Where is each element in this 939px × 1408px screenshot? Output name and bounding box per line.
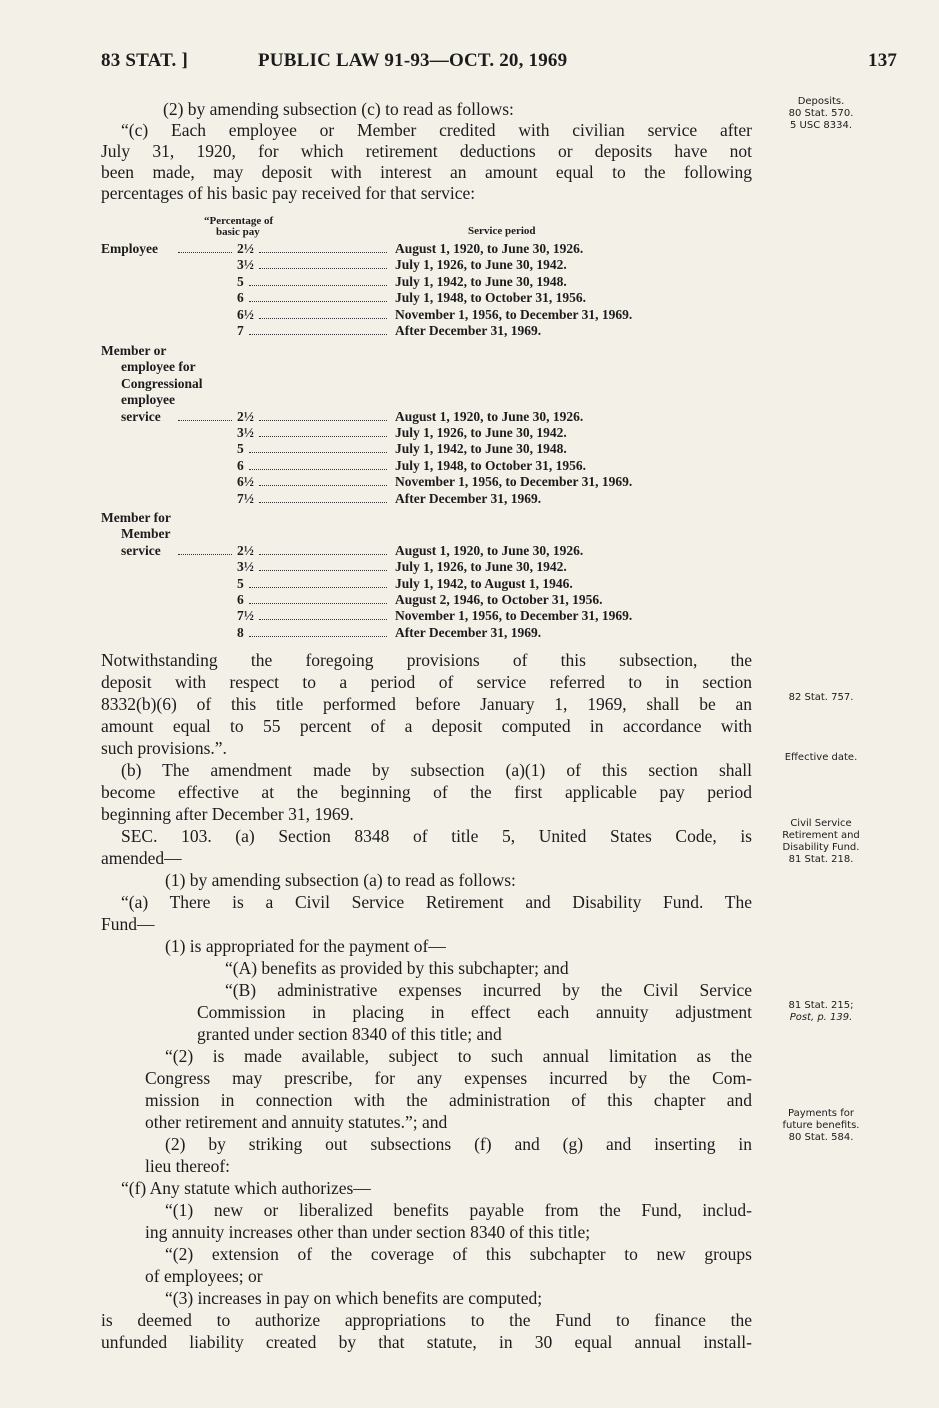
- table-category-label: service: [121, 542, 161, 558]
- margin-note-line: 5 USC 8334.: [790, 120, 852, 131]
- table-row: [101, 274, 752, 290]
- service-period-cell: After December 31, 1969.: [395, 624, 542, 640]
- margin-note-line: Disability Fund.: [782, 842, 860, 853]
- text-line: deposit with respect to a period of service referred to in section: [101, 672, 752, 692]
- text-line: beginning after December 31, 1969.: [101, 804, 354, 824]
- service-period-cell: July 1, 1942, to August 1, 1946.: [395, 575, 573, 591]
- text-line: SEC. 103. (a) Section 8348 of title 5, United States Code, is: [121, 826, 752, 846]
- leader-dots: [178, 420, 232, 421]
- leader-dots: [249, 469, 387, 470]
- table-row: [101, 257, 752, 273]
- margin-note-line: 81 Stat. 215;: [788, 1000, 854, 1011]
- text-line: lieu thereof:: [145, 1156, 231, 1176]
- percentage-cell: 6: [237, 457, 244, 473]
- percentage-cell: 3½: [237, 559, 254, 575]
- leader-dots: [259, 485, 387, 486]
- body-text: [101, 649, 752, 1353]
- service-period-cell: November 1, 1956, to December 31, 1969.: [395, 306, 633, 322]
- text-line: mission in connection with the administration of this chapter and: [145, 1090, 752, 1110]
- table-row: [101, 409, 752, 425]
- percentage-cell: 2½: [237, 542, 254, 558]
- margin-note-effective-date: [762, 752, 880, 764]
- percentage-cell: 6½: [237, 474, 254, 490]
- percentage-cell: 7: [237, 323, 244, 338]
- percentage-cell: 5: [237, 273, 244, 289]
- text-line: “(2) extension of the coverage of this subchapter to new groups: [165, 1244, 752, 1264]
- percentage-cell: 5: [237, 575, 244, 591]
- leader-dots: [249, 603, 387, 604]
- text-line: of employees; or: [145, 1266, 263, 1286]
- leader-dots: [259, 252, 387, 253]
- percentage-cell: 7½: [237, 490, 254, 506]
- column-header-line: “Percentage of: [204, 215, 274, 227]
- table-row: [101, 608, 752, 624]
- margin-note-line: Payments for: [788, 1108, 854, 1119]
- text-line: Commission in placing in effect each annuity adjustment: [197, 1002, 752, 1022]
- leader-dots: [178, 252, 232, 253]
- table-category-label: employee: [121, 392, 175, 408]
- service-period-cell: July 1, 1926, to June 30, 1942.: [395, 257, 567, 273]
- text-line: “(3) increases in pay on which benefits are computed;: [165, 1288, 543, 1308]
- leader-dots: [259, 420, 387, 421]
- statute-volume-header: 83 STAT. ]: [101, 50, 188, 71]
- margin-note-future-benefits: [762, 1108, 880, 1144]
- text-line: 8332(b)(6) of this title performed before January 1, 1969, shall be an: [101, 694, 752, 714]
- service-period-cell: August 1, 1920, to June 30, 1926.: [395, 542, 584, 558]
- page-number: 137: [868, 50, 898, 71]
- leader-dots: [259, 570, 387, 571]
- text-line: “(A) benefits as provided by this subchapter; and: [225, 958, 569, 978]
- text-line: amount equal to 55 percent of a deposit computed in accordance with: [101, 716, 752, 736]
- service-period-cell: After December 31, 1969.: [395, 323, 542, 338]
- table-category-label: Congressional: [121, 375, 203, 391]
- margin-note-line: 82 Stat. 757.: [788, 692, 854, 703]
- table-category-label: Member for: [101, 510, 171, 525]
- service-period-cell: July 1, 1942, to June 30, 1948.: [395, 273, 567, 289]
- service-period-cell: July 1, 1948, to October 31, 1956.: [395, 457, 586, 473]
- column-header-service-period: Service period: [468, 225, 536, 237]
- percentage-cell: 6: [237, 290, 244, 306]
- table-category-label: Member: [121, 526, 171, 542]
- leader-dots: [259, 502, 387, 503]
- text-line: other retirement and annuity statutes.”; and: [145, 1112, 448, 1132]
- table-row: [101, 559, 752, 575]
- percentage-cell: 7½: [237, 608, 254, 624]
- service-period-cell: August 1, 1920, to June 30, 1926.: [395, 241, 584, 256]
- service-period-cell: July 1, 1926, to June 30, 1942.: [395, 425, 567, 440]
- percentage-cell: 2½: [237, 241, 254, 256]
- text-line: is deemed to authorize appropriations to the Fund to finance the: [101, 1310, 752, 1330]
- table-row: [101, 441, 752, 457]
- text-line: “(1) new or liberalized benefits payable from the Fund, includ-: [165, 1200, 752, 1220]
- table-row: [101, 576, 752, 592]
- table-row: [101, 491, 752, 507]
- text-line: percentages of his basic pay received for that service:: [101, 183, 476, 203]
- text-line: ing annuity increases other than under section 8340 of this title;: [145, 1222, 591, 1242]
- table-row: [101, 543, 752, 559]
- text-line: Congress may prescribe, for any expenses incurred by the Com-: [145, 1068, 752, 1088]
- table-row: [101, 592, 752, 608]
- percentage-cell: 6½: [237, 306, 254, 322]
- leader-dots: [178, 554, 232, 555]
- margin-note-line: Deposits.: [797, 96, 845, 107]
- margin-note-line: 80 Stat. 584.: [788, 1132, 854, 1143]
- table-category-label: Member or: [101, 343, 167, 358]
- table-row: [101, 474, 752, 490]
- text-line: (1) by amending subsection (a) to read as follows:: [165, 870, 516, 890]
- table-row: [101, 241, 752, 257]
- margin-note-line: Retirement and: [782, 830, 860, 841]
- leader-dots: [259, 619, 387, 620]
- percentage-cell: 6: [237, 592, 244, 607]
- leader-dots: [249, 452, 387, 453]
- text-line: Fund—: [101, 914, 155, 934]
- percentage-cell: 5: [237, 441, 244, 457]
- margin-note-line: Effective date.: [784, 752, 858, 763]
- table-row: [101, 425, 752, 441]
- service-period-cell: July 1, 1942, to June 30, 1948.: [395, 441, 567, 457]
- service-period-cell: After December 31, 1969.: [395, 490, 542, 506]
- service-period-cell: August 2, 1946, to October 31, 1956.: [395, 592, 603, 607]
- table-row: [101, 307, 752, 323]
- text-line: “(B) administrative expenses incurred by the Civil Service: [225, 980, 752, 1000]
- text-line: “(c) Each employee or Member credited with civilian service after: [121, 120, 752, 140]
- leader-dots: [259, 554, 387, 555]
- text-line: become effective at the beginning of the first applicable pay period: [101, 782, 752, 802]
- column-header-line: basic pay: [216, 226, 260, 238]
- intro-paragraph: [101, 99, 752, 204]
- margin-note-81-stat-215: [762, 1000, 880, 1024]
- text-line: “(a) There is a Civil Service Retirement and Disability Fund. The: [121, 892, 752, 912]
- text-line: amended—: [101, 848, 182, 868]
- margin-note-line: 81 Stat. 218.: [788, 854, 854, 865]
- percentage-cell: 3½: [237, 425, 254, 440]
- text-line: such provisions.”.: [101, 738, 227, 758]
- table-row: [101, 625, 752, 641]
- leader-dots: [249, 301, 387, 302]
- text-line: (1) is appropriated for the payment of—: [165, 936, 446, 956]
- table-row: [101, 458, 752, 474]
- table-category-label: service: [121, 408, 161, 424]
- text-line: July 31, 1920, for which retirement deductions or deposits have not: [101, 141, 752, 161]
- text-line: Notwithstanding the foregoing provisions of this subsection, the: [101, 650, 752, 670]
- margin-note-deposits: [762, 96, 880, 132]
- leader-dots: [259, 436, 387, 437]
- percentage-cell: 2½: [237, 408, 254, 424]
- service-period-cell: August 1, 1920, to June 30, 1926.: [395, 408, 584, 424]
- margin-note-line: Civil Service: [790, 818, 852, 829]
- table-category-label: Employee: [101, 241, 158, 256]
- text-line: granted under section 8340 of this title; and: [197, 1024, 502, 1044]
- service-period-cell: November 1, 1956, to December 31, 1969.: [395, 474, 633, 490]
- percentage-cell: 3½: [237, 257, 254, 273]
- text-line: been made, may deposit with interest an amount equal to the following: [101, 162, 752, 182]
- margin-note-82-stat-757: [762, 692, 880, 704]
- margin-note-retirement-fund: [762, 818, 880, 866]
- text-line: (2) by striking out subsections (f) and (g) and inserting in: [165, 1134, 752, 1154]
- text-line: unfunded liability created by that statute, in 30 equal annual install-: [101, 1332, 752, 1352]
- margin-note-line: Post, p. 139.: [789, 1012, 853, 1023]
- column-header-percentage: [204, 216, 273, 238]
- text-line: (2) by amending subsection (c) to read as follows:: [163, 99, 514, 119]
- text-line: (b) The amendment made by subsection (a)(1) of this section shall: [121, 760, 752, 780]
- service-period-cell: November 1, 1956, to December 31, 1969.: [395, 608, 633, 624]
- leader-dots: [249, 636, 387, 637]
- leader-dots: [249, 334, 387, 335]
- text-line: “(f) Any statute which authorizes—: [121, 1178, 371, 1198]
- percentage-cell: 8: [237, 624, 244, 640]
- leader-dots: [259, 268, 387, 269]
- text-line: “(2) is made available, subject to such annual limitation as the: [165, 1046, 752, 1066]
- leader-dots: [249, 587, 387, 588]
- table-row: [101, 290, 752, 306]
- leader-dots: [259, 318, 387, 319]
- public-law-title: PUBLIC LAW 91-93—OCT. 20, 1969: [258, 50, 568, 71]
- margin-note-line: 80 Stat. 570.: [788, 108, 854, 119]
- margin-note-line: future benefits.: [782, 1120, 860, 1131]
- table-row: [101, 323, 752, 339]
- leader-dots: [249, 285, 387, 286]
- table-category-label: employee for: [121, 359, 196, 375]
- service-period-cell: July 1, 1948, to October 31, 1956.: [395, 290, 586, 306]
- service-period-cell: July 1, 1926, to June 30, 1942.: [395, 559, 567, 575]
